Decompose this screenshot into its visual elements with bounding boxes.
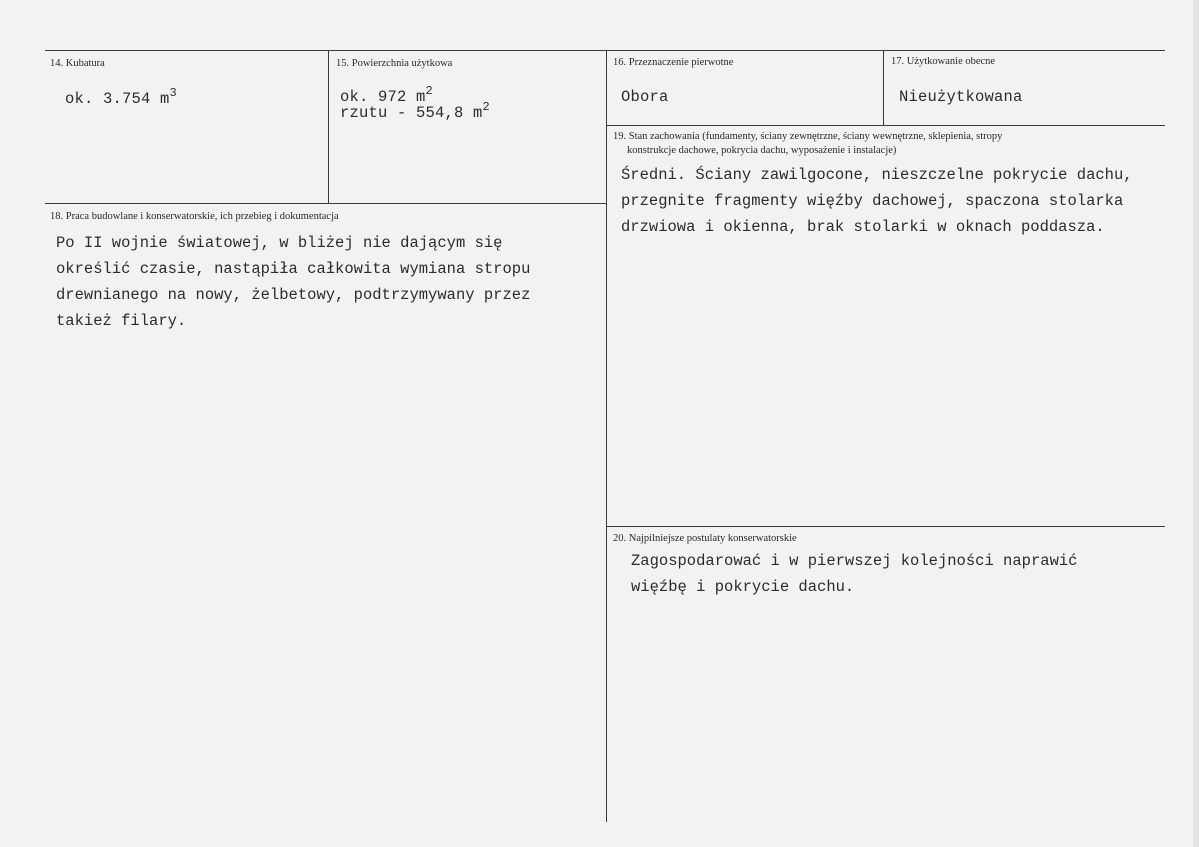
- field-18-label: 18. Praca budowlane i konserwatorskie, ich przebieg i dokumentacja: [50, 211, 339, 222]
- field-19-label-line2: konstrukcje dachowe, pokrycia dachu, wyposażenie i instalacje): [627, 145, 897, 156]
- field-19-text: [621, 162, 1133, 240]
- line-under-14-15: [45, 203, 606, 204]
- field-20-text: [631, 548, 1077, 600]
- top-border-line: [45, 50, 1165, 51]
- field-19-line: Średni. Ściany zawilgocone, nieszczelne pokrycie dachu,: [621, 166, 1133, 184]
- field-18-line: drewnianego na nowy, żelbetowy, podtrzymywany przez: [56, 286, 531, 304]
- field-19-label-line1: 19. Stan zachowania (fundamenty, ściany zewnętrzne, ściany wewnętrzne, sklepienia, stropy: [613, 131, 1003, 142]
- field-14-label: 14. Kubatura: [50, 58, 105, 69]
- powierzchnia-exponent: 2: [425, 84, 433, 98]
- center-divider: [606, 50, 607, 822]
- field-17-label: 17. Użytkowanie obecne: [891, 56, 996, 67]
- field-14-value: [65, 86, 177, 108]
- divider-14-15: [328, 50, 329, 203]
- field-20-line: Zagospodarować i w pierwszej kolejności naprawić: [631, 552, 1078, 570]
- divider-16-17: [883, 50, 884, 125]
- field-19-line: przegnite fragmenty więźby dachowej, spaczona stolarka: [621, 192, 1124, 210]
- field-16-label: 16. Przeznaczenie pierwotne: [613, 57, 734, 68]
- field-19-line: drzwiowa i okienna, brak stolarki w oknach poddasza.: [621, 218, 1105, 236]
- field-18-text: [56, 230, 530, 334]
- powierzchnia-text: ok. 972 m: [340, 88, 426, 106]
- kubatura-exponent: 3: [169, 86, 177, 100]
- kubatura-text: ok. 3.754 m: [65, 90, 170, 108]
- field-17-value: Nieużytkowana: [899, 88, 1023, 106]
- field-18-line: określić czasie, nastąpiła całkowita wymiana stropu: [56, 260, 531, 278]
- card-right-edge: [1193, 0, 1199, 847]
- field-18-line: takież filary.: [56, 312, 187, 330]
- rzutu-exponent: 2: [482, 100, 490, 114]
- field-15-line2: [340, 100, 490, 122]
- line-above-20: [606, 526, 1165, 527]
- field-18-line: Po II wojnie światowej, w bliżej nie dającym się: [56, 234, 503, 252]
- rzutu-text: rzutu - 554,8 m: [340, 104, 483, 122]
- field-20-line: więźbę i pokrycie dachu.: [631, 578, 855, 596]
- field-15-label: 15. Powierzchnia użytkowa: [336, 58, 453, 69]
- field-16-value: Obora: [621, 88, 669, 106]
- field-20-label: 20. Najpilniejsze postulaty konserwatorskie: [613, 533, 797, 544]
- line-under-16-17: [606, 125, 1165, 126]
